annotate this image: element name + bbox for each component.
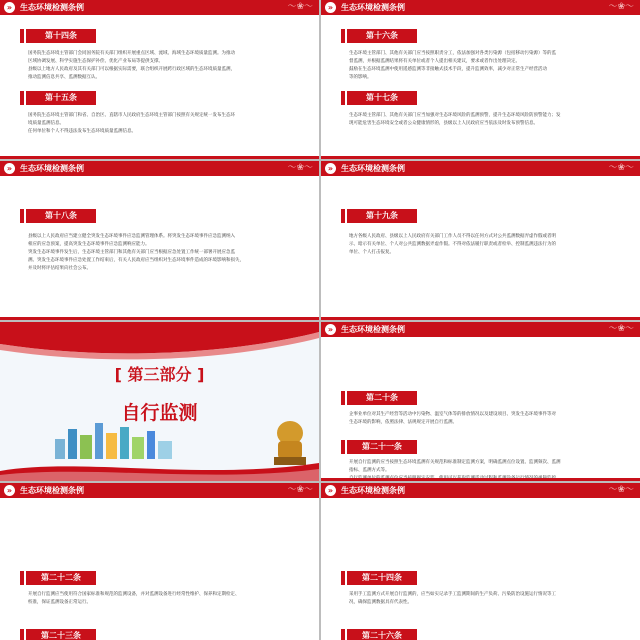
- chevrons-right-icon: »: [325, 485, 336, 496]
- cloud-ornament-icon: ～❀～: [608, 324, 634, 334]
- section-part-label: [ 第三部分 ]: [114, 365, 205, 384]
- header-title: 生态环境检测条例: [341, 3, 405, 12]
- cloud-ornament-icon: ～❀～: [608, 2, 634, 12]
- text-line: 任何单位和个人不得违法发布生态环境质量监测信息。: [28, 129, 136, 134]
- slide-footer-bar: [321, 317, 640, 320]
- text-line: 鼓励在生态环境监测中使用遥感监测等非接触式技术手段，提升监测效率，减少对正常生产经营活动: [349, 67, 547, 72]
- text-line: 生态环境的影响，依照法律、法规规定开展自行监测。: [349, 420, 457, 425]
- text-line: 校准，保证监测设备正常运行。: [28, 600, 91, 605]
- article-text: [349, 411, 621, 427]
- slide-3: [0, 161, 319, 320]
- article-badge: 第十六条: [347, 29, 417, 43]
- text-line: 生态环境主管部门、其他有关部门应当按照职责分工，依法加强对各类污染源（包括移动污染源）等的监: [349, 51, 556, 56]
- cloud-ornament-icon: ～❀～: [287, 485, 313, 495]
- article-text: [349, 112, 621, 128]
- slide-1: [0, 0, 319, 159]
- cloud-ornament-icon: ～❀～: [608, 163, 634, 173]
- top-ribbon-decoration: [0, 322, 319, 362]
- article-text: [349, 591, 621, 607]
- article-badge: 第十四条: [26, 29, 96, 43]
- text-line: 测。突发生态环境事件应急处置工作结束后，有关人民政府应当组织对生态环境事件造成的环境影响和损失，: [28, 258, 244, 263]
- section-cover-slide: [0, 322, 319, 481]
- article-badge: 第二十条: [347, 391, 417, 405]
- article-text: [349, 50, 621, 82]
- chevrons-right-icon: »: [325, 324, 336, 335]
- slide-header: [0, 0, 319, 15]
- chevrons-right-icon: »: [4, 2, 15, 13]
- text-line: 单位、个人打击报复。: [349, 250, 394, 255]
- text-line: 县级以上人民政府应当建立健全突发生态环境事件应急监测管理体系。将突发生态环境事件应急监测纳入: [28, 234, 235, 239]
- slide-4: [321, 161, 640, 320]
- article-badge: 第十七条: [347, 91, 417, 105]
- header-title: 生态环境检测条例: [20, 486, 84, 495]
- slide-2: [321, 0, 640, 159]
- article-text: [28, 112, 300, 136]
- article-badge: 第二十四条: [347, 571, 417, 585]
- cloud-ornament-icon: ～❀～: [287, 2, 313, 12]
- text-line: 国务院生态环境主管部门会同国务院有关部门组织开展重点区域、流域、海域生态环境质量监测。为推动: [28, 51, 235, 56]
- header-title: 生态环境检测条例: [20, 3, 84, 12]
- article-text: [28, 233, 300, 273]
- text-line: 采用手工监测方式开展自行监测的，应当如实记录手工监测期间的生产负荷、污染防治设施运行情况等工: [349, 592, 556, 597]
- text-line: 推动监测信息共享、监测数据互认。: [28, 75, 100, 80]
- city-skyline-illustration: [50, 419, 180, 459]
- article-text: [349, 233, 621, 257]
- article-badge: 第十八条: [26, 209, 96, 223]
- slide-6: [321, 322, 640, 481]
- slide-footer-bar: [321, 156, 640, 159]
- slide-footer-bar: [0, 156, 319, 159]
- text-line: 开展自行监测的应当按照生态环境监测有关规范和标准制定监测方案，明确监测点位设置、监测频次、监测: [349, 460, 561, 465]
- header-title: 生态环境检测条例: [20, 164, 84, 173]
- article-badge: 第十五条: [26, 91, 96, 105]
- text-line: 地方各级人民政府、县级以上人民政府有关部门工作人员不得以任何方式对公共监测数据弄虚作假或者明: [349, 234, 556, 239]
- bottom-wave-decoration: [0, 457, 319, 481]
- text-line: 国务院生态环境主管部门和省、自治区、直辖市人民政府生态环境主管部门按照有关规定统一发布生态环: [28, 113, 235, 118]
- slide-header: [321, 161, 640, 176]
- text-line: 况，确保监测数据具有代表性。: [349, 600, 412, 605]
- section-title: 自行监测: [121, 402, 198, 424]
- text-line: 示、暗示有关单位、个人对公共监测数据弄虚作假。不得对依法履行职责或者检举、控制监测违法行为的: [349, 242, 556, 247]
- header-title: 生态环境检测条例: [341, 486, 405, 495]
- chevrons-right-icon: »: [325, 163, 336, 174]
- text-line: 并及时将评估结果向社会公布。: [28, 266, 91, 271]
- header-title: 生态环境检测条例: [341, 325, 405, 334]
- text-line: 境质量监测信息。: [28, 121, 64, 126]
- text-line: 生态环境主管部门、其他有关部门应当加强对生态环境风险的监测预警，提升生态环境风险防预警能力；发: [349, 113, 561, 118]
- slide-8: [321, 483, 640, 640]
- text-line: 县级以上地方人民政府及其有关部门可以根据实际需要，联合组织开展跨行政区域的生态环境质量监测，: [28, 67, 235, 72]
- text-line: 企事业单位对其生产经营等活动中污染物、温室气体等的排放情况以及建设项目、突发生态环境事件等对: [349, 412, 556, 417]
- slide-header: [0, 161, 319, 176]
- slide-footer-bar: [321, 478, 640, 481]
- article-text: [28, 591, 300, 607]
- article-badge: 第十九条: [347, 209, 417, 223]
- slide-footer-bar: [0, 317, 319, 320]
- slide-7: [0, 483, 319, 640]
- slide-header: [321, 483, 640, 498]
- text-line: 等的影响。: [349, 75, 372, 80]
- chevrons-right-icon: »: [4, 485, 15, 496]
- article-badge: 第二十六条: [347, 629, 417, 640]
- chevrons-right-icon: »: [4, 163, 15, 174]
- slide-header: [0, 483, 319, 498]
- text-line: 指标、监测方式等。: [349, 468, 390, 473]
- text-line: 区域协调发展、科学实施生态保护补偿、优化产业布局等提供支撑。: [28, 59, 163, 64]
- cloud-ornament-icon: ～❀～: [287, 163, 313, 173]
- article-badge: 第二十三条: [26, 629, 96, 640]
- cloud-ornament-icon: ～❀～: [608, 485, 634, 495]
- article-badge: 第二十二条: [26, 571, 96, 585]
- text-line: 开展自行监测应当使用符合国家标准和规范的监测设备，并对监测设备进行经常性维护、保养和定期检定、: [28, 592, 240, 597]
- text-line: 现可能危害生态环境安全或者公众健康情形的，县级以上人民政府应当依法及时发布预警信息。: [349, 121, 538, 126]
- article-text: [28, 50, 300, 82]
- text-line: 督监测，并根据监测结果将有关单位或者个人提出相关建议，要求或者作出处理决定。: [349, 59, 520, 64]
- slide-header: [321, 322, 640, 337]
- text-line: 突发生态环境事件发生后，生态环境主管部门和其他有关部门应当根据应急处置工作统一部署开展应急监: [28, 250, 235, 255]
- header-title: 生态环境检测条例: [341, 164, 405, 173]
- slide-header: [321, 0, 640, 15]
- article-badge: 第二十一条: [347, 440, 417, 454]
- chevrons-right-icon: »: [325, 2, 336, 13]
- text-line: 相应的应急预案，提高突发生态环境事件应急监测响应能力。: [28, 242, 150, 247]
